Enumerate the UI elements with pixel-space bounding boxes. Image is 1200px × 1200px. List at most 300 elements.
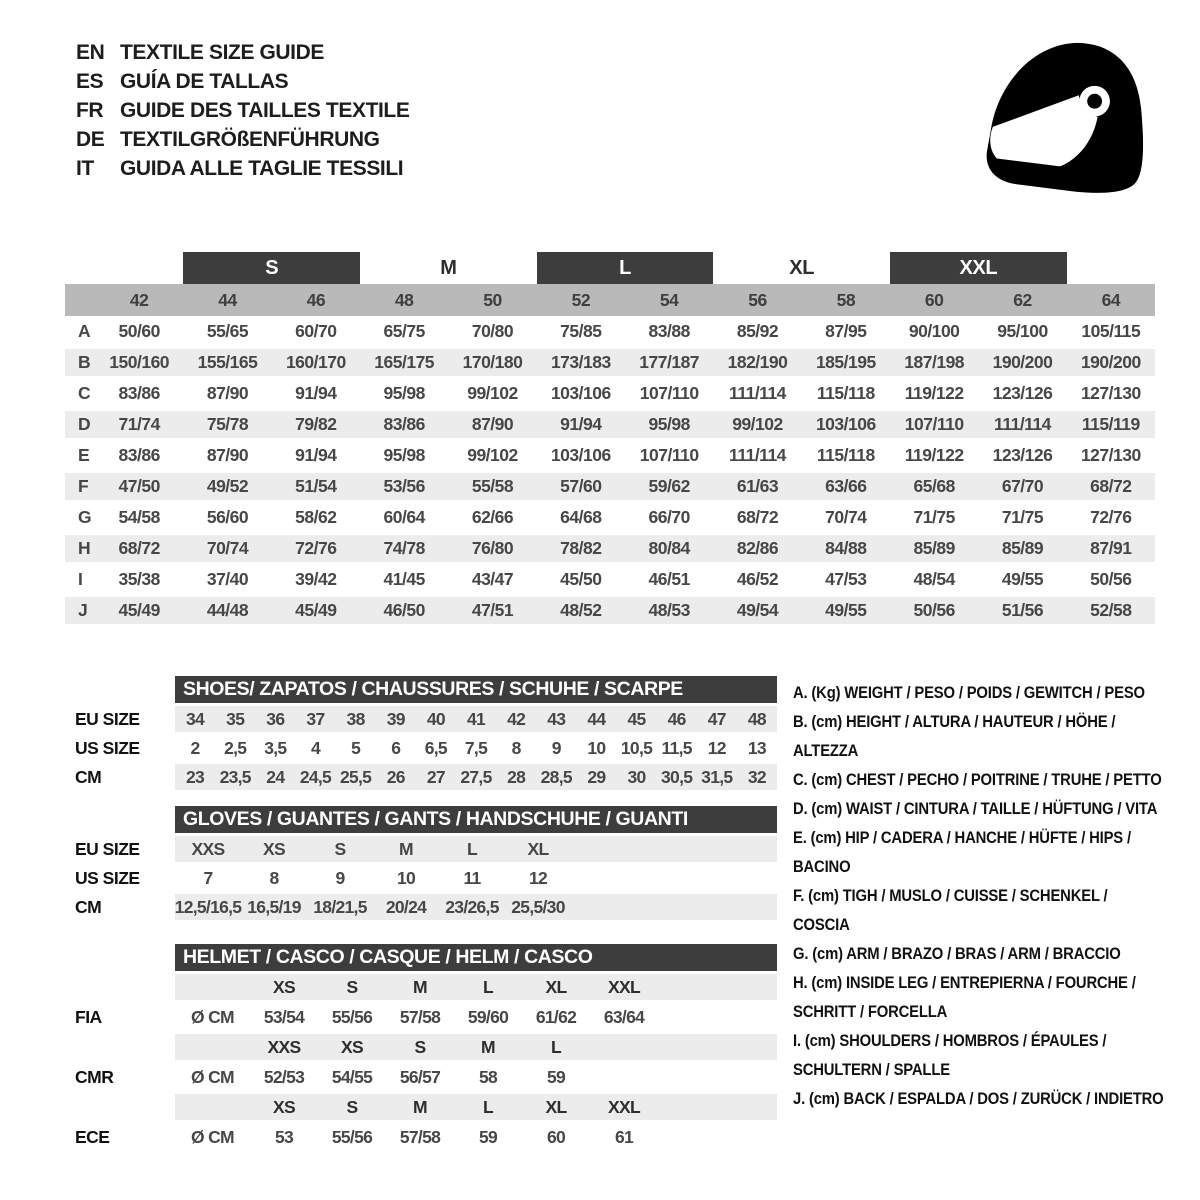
gloves-value: 23/26,5 (445, 896, 499, 917)
spacer (65, 676, 175, 703)
shoes-row-label: US SIZE (75, 737, 140, 758)
corner-spacer (65, 284, 95, 316)
measurement-value: 47/51 (471, 600, 514, 620)
measurement-value: 70/74 (206, 538, 249, 558)
gloves-value: 18/21,5 (313, 896, 367, 917)
helmet-size-header: S (346, 1096, 358, 1117)
helmet-sizes-row-fia (65, 974, 777, 1000)
spacer (175, 974, 250, 1000)
shoes-value: 8 (511, 737, 521, 758)
measurement-value: 91/94 (295, 445, 337, 465)
measurement-value: 127/130 (1080, 383, 1141, 403)
language-row (76, 154, 409, 183)
helmet-size-header: XXL (608, 976, 640, 997)
helmet-size-header: XS (273, 976, 295, 997)
size-label-xl: XL (789, 256, 815, 279)
helmet-title-row (65, 944, 777, 971)
spacer (65, 974, 175, 1000)
helmet-size-header (590, 1034, 658, 1060)
helmet-value: 61/62 (535, 1006, 577, 1027)
measurement-value: 115/118 (816, 445, 875, 465)
shoes-value: 39 (386, 708, 405, 729)
helmet-values-row-fia (65, 1003, 777, 1031)
shoes-value: 44 (587, 708, 606, 729)
measurement-value: 90/100 (908, 321, 960, 341)
numeric-size-header: 46 (306, 289, 326, 310)
helmet-size-header: L (483, 1096, 493, 1117)
measurement-value: 67/70 (1001, 476, 1044, 496)
filler (658, 974, 777, 1000)
helmet-value: 55/56 (331, 1126, 373, 1147)
measurement-value: 71/75 (913, 507, 955, 527)
helmet-values (175, 1003, 777, 1031)
measurement-value: 115/118 (816, 383, 875, 403)
measurement-value: 150/160 (109, 352, 170, 372)
shoes-row-us-size (65, 735, 777, 761)
shoes-value: 7,5 (464, 737, 488, 758)
measurement-value: 84/88 (825, 538, 867, 558)
measurement-row-e (65, 440, 1155, 471)
measurement-value: 103/106 (550, 383, 611, 403)
shoes-row-eu-size (65, 706, 777, 732)
language-code: EN (76, 41, 105, 64)
language-code: FR (76, 99, 104, 122)
guide-title-it: GUIDA ALLE TAGLIE TESSILI (120, 157, 404, 180)
measurement-value: 95/98 (383, 383, 425, 403)
shoes-value: 4 (310, 737, 320, 758)
measurement-row-h (65, 533, 1155, 564)
measurement-value: 99/102 (732, 414, 783, 434)
measurement-row-g (65, 502, 1155, 533)
measurement-value: 59/62 (648, 476, 690, 496)
row-key-b: B (78, 352, 91, 372)
measurement-value: 51/56 (1001, 600, 1044, 620)
measurement-value: 55/65 (206, 321, 249, 341)
shoes-value: 37 (306, 708, 325, 729)
measurement-value: 41/45 (383, 569, 425, 589)
gloves-size-table (65, 806, 777, 923)
gloves-value: 12,5/16,5 (174, 896, 242, 917)
legend-item-j: J. (cm) BACK / ESPALDA / DOS / ZURÜCK / INDIETRO (793, 1089, 1164, 1108)
measurement-value: 87/91 (1090, 538, 1132, 558)
guide-title-de: TEXTILGRÖßENFÜHRUNG (120, 128, 380, 151)
helmet-value: 58 (478, 1066, 498, 1087)
gloves-value: XXS (191, 838, 225, 859)
gloves-value: L (467, 838, 477, 859)
helmet-value: 57/58 (399, 1006, 441, 1027)
helmet-value: 56/57 (399, 1066, 441, 1087)
gloves-value: 12 (528, 867, 548, 888)
shoes-value: 32 (747, 766, 766, 787)
measurement-value: 55/58 (471, 476, 514, 496)
numeric-size-header: 52 (571, 289, 591, 310)
shoes-value: 30,5 (661, 766, 693, 787)
size-label-xxl: XXL (890, 252, 1067, 284)
measurement-value: 187/198 (904, 352, 965, 372)
measurement-value: 160/170 (285, 352, 346, 372)
measurement-value: 99/102 (467, 445, 518, 465)
measurement-value: 70/74 (825, 507, 867, 527)
measurement-value: 123/126 (992, 383, 1053, 403)
helmet-value: 53 (274, 1126, 294, 1147)
gloves-value: 8 (269, 867, 279, 888)
measurement-value: 64/68 (560, 507, 602, 527)
shoes-value: 36 (266, 708, 285, 729)
measurement-value: 74/78 (383, 538, 425, 558)
shoes-value: 46 (667, 708, 686, 729)
measurement-value: 119/122 (904, 445, 964, 465)
row-key-a: A (78, 321, 91, 341)
filler (571, 836, 777, 862)
spacer (65, 1034, 175, 1060)
row-key-f: F (78, 476, 89, 496)
measurement-value: 103/106 (815, 414, 876, 434)
measurement-value: 49/52 (206, 476, 249, 496)
measurement-value: 45/49 (295, 600, 337, 620)
helmet-values (175, 1063, 777, 1091)
gloves-row-us-size (65, 865, 777, 891)
helmet-size-headers (175, 974, 777, 1000)
standard-label-fia: FIA (75, 1006, 102, 1027)
measurement-value: 87/90 (206, 383, 249, 403)
measurement-value: 107/110 (904, 414, 964, 434)
measurement-value: 47/53 (825, 569, 867, 589)
measurement-value: 60/70 (295, 321, 337, 341)
measurement-value: 91/94 (560, 414, 602, 434)
language-row (76, 67, 409, 96)
shoes-value: 25,5 (339, 766, 372, 787)
language-row (76, 38, 409, 67)
textile-measurement-table (65, 252, 1155, 626)
gloves-values-row (175, 894, 777, 920)
measurement-value: 87/90 (471, 414, 514, 434)
filler (571, 865, 777, 891)
filler (658, 1123, 777, 1151)
gloves-title: GLOVES / GUANTES / GANTS / HANDSCHUHE / GUANTI (175, 806, 777, 833)
spacer (65, 806, 175, 833)
shoes-value: 34 (186, 708, 205, 729)
measurement-value: 66/70 (648, 507, 690, 527)
language-title-list (76, 38, 409, 183)
shoes-value: 48 (747, 708, 766, 729)
spacer (175, 1094, 250, 1120)
spacer (65, 1094, 175, 1120)
helmet-value: 59 (546, 1066, 566, 1087)
shoes-value: 26 (386, 766, 405, 787)
helmet-value: 61 (614, 1126, 634, 1147)
measurement-value: 190/200 (992, 352, 1053, 372)
spacer (175, 1034, 250, 1060)
gloves-value: 16,5/19 (247, 896, 301, 917)
measurement-value: 111/114 (729, 383, 786, 403)
measurement-value: 43/47 (471, 569, 514, 589)
size-label-s: S (183, 252, 360, 284)
measurement-value: 115/119 (1081, 414, 1140, 434)
shoes-value: 40 (426, 708, 445, 729)
row-key-j: J (78, 600, 88, 620)
shoes-size-table (65, 676, 777, 793)
measurement-value: 80/84 (648, 538, 690, 558)
shoes-value: 29 (587, 766, 606, 787)
measurement-value: 68/72 (736, 507, 779, 527)
legend-item-e: E. (cm) HIP / CADERA / HANCHE / HÜFTE / HIPS / BACINO (793, 828, 1131, 876)
shoes-value: 6 (391, 737, 401, 758)
helmet-size-header: XL (545, 976, 567, 997)
row-key-i: I (78, 569, 83, 589)
helmet-title: HELMET / CASCO / CASQUE / HELM / CASCO (175, 944, 777, 971)
numeric-size-header: 54 (659, 289, 679, 310)
measurement-value: 82/86 (736, 538, 779, 558)
shoes-row-cm (65, 764, 777, 790)
numeric-size-header: 62 (1013, 289, 1032, 310)
helmet-size-header: XXL (608, 1096, 640, 1117)
measurement-value: 83/86 (383, 414, 425, 434)
shoes-value: 47 (707, 708, 726, 729)
measurement-value: 63/66 (825, 476, 867, 496)
measurement-value: 57/60 (560, 476, 602, 496)
shoes-value: 30 (627, 766, 646, 787)
measurement-value: 83/86 (118, 445, 160, 465)
measurement-value: 50/60 (118, 321, 160, 341)
measurement-value: 70/80 (471, 321, 514, 341)
filler (571, 894, 777, 920)
helmet-size-header: L (551, 1036, 561, 1057)
measurement-value: 105/115 (1081, 321, 1141, 341)
measurement-value: 95/98 (648, 414, 690, 434)
legend-item-c: C. (cm) CHEST / PECHO / POITRINE / TRUHE / PETTO (793, 770, 1162, 789)
helmet-value: 60 (546, 1126, 566, 1147)
measurement-value: 107/110 (639, 445, 699, 465)
helmet-size-header: XL (545, 1096, 567, 1117)
language-row (76, 125, 409, 154)
gloves-row-eu-size (65, 836, 777, 862)
shoes-value: 38 (346, 708, 365, 729)
shoes-value: 27,5 (460, 766, 492, 787)
measurement-value: 37/40 (206, 569, 249, 589)
gloves-value: XS (263, 838, 285, 859)
diameter-unit-label: Ø CM (191, 1126, 234, 1147)
shoes-value: 28,5 (540, 766, 572, 787)
helmet-value: 54/55 (331, 1066, 373, 1087)
legend-item-g: G. (cm) ARM / BRAZO / BRAS / ARM / BRACCIO (793, 944, 1121, 963)
measurement-row-a (65, 316, 1155, 347)
measurement-value: 107/110 (639, 383, 699, 403)
measurement-value: 87/95 (825, 321, 867, 341)
measurement-value: 85/89 (1001, 538, 1044, 558)
measurement-value: 44/48 (206, 600, 249, 620)
shoes-values-row (175, 706, 777, 732)
numeric-size-header: 44 (218, 289, 237, 310)
racing-helmet-graphic (978, 34, 1146, 202)
legend-item-a: A. (Kg) WEIGHT / PESO / POIDS / GEWITCH / PESO (793, 683, 1145, 702)
measurement-value: 123/126 (992, 445, 1053, 465)
measurement-row-b (65, 347, 1155, 378)
guide-title-fr: GUIDE DES TAILLES TEXTILE (120, 99, 410, 122)
measurement-value: 78/82 (560, 538, 602, 558)
diameter-unit-label: Ø CM (191, 1006, 234, 1027)
shoes-value: 31,5 (701, 766, 733, 787)
shoes-values-row (175, 764, 777, 790)
measurement-value: 51/54 (295, 476, 337, 496)
measurement-value: 91/94 (295, 383, 337, 403)
numeric-size-header: 56 (748, 289, 767, 310)
shoes-value: 42 (507, 708, 526, 729)
spacer (65, 944, 175, 971)
measurement-row-f (65, 471, 1155, 502)
shoes-value: 9 (551, 737, 561, 758)
measurement-row-j (65, 595, 1155, 626)
helmet-values (175, 1123, 777, 1151)
measurement-row-d (65, 409, 1155, 440)
measurement-value: 72/76 (295, 538, 337, 558)
racing-helmet-icon (978, 34, 1146, 202)
measurement-value: 35/38 (118, 569, 160, 589)
measurement-value: 185/195 (815, 352, 876, 372)
measurement-row-c (65, 378, 1155, 409)
size-label-m: M (440, 256, 457, 279)
shoes-value: 10,5 (620, 737, 653, 758)
gloves-value: 11 (463, 867, 481, 888)
measurement-value: 173/183 (550, 352, 611, 372)
gloves-row-label: US SIZE (75, 867, 140, 888)
shoes-value: 23 (186, 766, 205, 787)
measurement-value: 47/50 (118, 476, 160, 496)
standard-label-cmr: CMR (75, 1066, 114, 1087)
measurement-value: 75/78 (206, 414, 249, 434)
measurement-value: 75/85 (560, 321, 602, 341)
row-key-g: G (78, 507, 92, 527)
helmet-value: 52/53 (263, 1066, 305, 1087)
measurement-value: 65/68 (913, 476, 955, 496)
measurement-value: 79/82 (295, 414, 337, 434)
measurement-value: 46/50 (383, 600, 425, 620)
measurement-value: 71/74 (118, 414, 160, 434)
measurement-legend-items (793, 678, 1168, 1113)
measurement-row-i (65, 564, 1155, 595)
numeric-size-header-row (65, 284, 1155, 316)
helmet-values-row-ece (65, 1123, 777, 1151)
gloves-value: 9 (335, 867, 345, 888)
measurement-value: 95/98 (383, 445, 425, 465)
row-key-h: H (78, 538, 91, 558)
measurement-value: 68/72 (1090, 476, 1132, 496)
measurement-value: 170/180 (462, 352, 523, 372)
helmet-size-headers (175, 1034, 777, 1060)
legend-item-b: B. (cm) HEIGHT / ALTURA / HAUTEUR / HÖHE / ALTEZZA (793, 712, 1116, 760)
measurement-value: 85/92 (736, 321, 779, 341)
measurement-legend (793, 678, 1168, 1113)
measurement-value: 50/56 (913, 600, 955, 620)
measurement-value: 58/62 (295, 507, 337, 527)
gloves-row-label: EU SIZE (75, 838, 140, 859)
row-key-c: C (78, 383, 91, 403)
gloves-value: 10 (396, 867, 416, 888)
helmet-value (590, 1063, 658, 1091)
measurement-value: 61/63 (736, 476, 779, 496)
helmet-value: 57/58 (399, 1126, 441, 1147)
measurement-value: 50/56 (1090, 569, 1132, 589)
shoes-row-label: EU SIZE (75, 708, 140, 729)
filler (658, 1034, 777, 1060)
measurement-value: 103/106 (550, 445, 611, 465)
legend-item-i: I. (cm) SHOULDERS / HOMBROS / ÉPAULES / SCHULTERN / SPALLE (793, 1031, 1107, 1079)
filler (658, 1063, 777, 1091)
measurement-value: 45/49 (118, 600, 160, 620)
shoes-value: 24,5 (299, 766, 332, 787)
measurement-value: 53/56 (383, 476, 425, 496)
measurement-value: 54/58 (118, 507, 160, 527)
measurement-value: 49/55 (1001, 569, 1044, 589)
row-key-e: E (78, 445, 90, 465)
gloves-value: 7 (203, 867, 213, 888)
measurement-value: 119/122 (904, 383, 964, 403)
shoes-value: 45 (627, 708, 646, 729)
measurement-value: 62/66 (471, 507, 514, 527)
language-row (76, 96, 409, 125)
size-letter-header-row (65, 252, 1155, 284)
shoes-values-row (175, 735, 777, 761)
measurement-value: 71/75 (1001, 507, 1044, 527)
helmet-size-table (65, 944, 777, 1154)
measurement-value: 46/51 (648, 569, 690, 589)
helmet-size-header: S (346, 976, 358, 997)
diameter-unit-label: Ø CM (191, 1066, 234, 1087)
helmet-size-header: XXS (267, 1036, 301, 1057)
language-code: DE (76, 128, 105, 151)
helmet-sizes-row-ece (65, 1094, 777, 1120)
measurement-value: 190/200 (1080, 352, 1141, 372)
legend-item-h: H. (cm) INSIDE LEG / ENTREPIERNA / FOURCHE / SCHRITT / FORCELLA (793, 973, 1136, 1021)
numeric-size-header: 48 (394, 289, 414, 310)
measurement-value: 182/190 (727, 352, 788, 372)
shoes-value: 2,5 (224, 737, 247, 758)
measurement-value: 95/100 (997, 321, 1048, 341)
gloves-value: 20/24 (385, 896, 427, 917)
shoes-value: 43 (547, 708, 566, 729)
measurement-value: 165/175 (374, 352, 435, 372)
measurement-value: 127/130 (1080, 445, 1141, 465)
helmet-value: 55/56 (331, 1006, 373, 1027)
numeric-size-header: 60 (924, 289, 944, 310)
shoes-value: 2 (190, 737, 200, 758)
numeric-size-header: 42 (129, 289, 149, 310)
measurement-value: 60/64 (383, 507, 425, 527)
shoes-value: 23,5 (219, 766, 251, 787)
standard-label-ece: ECE (75, 1126, 110, 1147)
shoes-title-row (65, 676, 777, 703)
measurement-value: 39/42 (295, 569, 337, 589)
helmet-size-header: L (483, 976, 493, 997)
gloves-row-label: CM (75, 896, 102, 917)
measurement-value: 99/102 (467, 383, 518, 403)
gloves-value: 25,5/30 (511, 896, 565, 917)
measurement-value: 155/165 (197, 352, 258, 372)
helmet-value: 53/54 (263, 1006, 305, 1027)
measurement-value: 83/88 (648, 321, 690, 341)
shoes-value: 24 (266, 766, 285, 787)
helmet-size-headers (175, 1094, 777, 1120)
measurement-value: 111/114 (994, 414, 1051, 434)
helmet-size-header: S (414, 1036, 426, 1057)
guide-title-es: GUÍA DE TALLAS (120, 70, 289, 93)
language-code: IT (76, 157, 94, 180)
measurement-value: 56/60 (206, 507, 249, 527)
numeric-size-header: 64 (1101, 289, 1121, 310)
shoes-value: 12 (707, 737, 726, 758)
measurement-value: 48/52 (560, 600, 602, 620)
measurement-value: 87/90 (206, 445, 249, 465)
measurement-value: 48/54 (913, 569, 955, 589)
